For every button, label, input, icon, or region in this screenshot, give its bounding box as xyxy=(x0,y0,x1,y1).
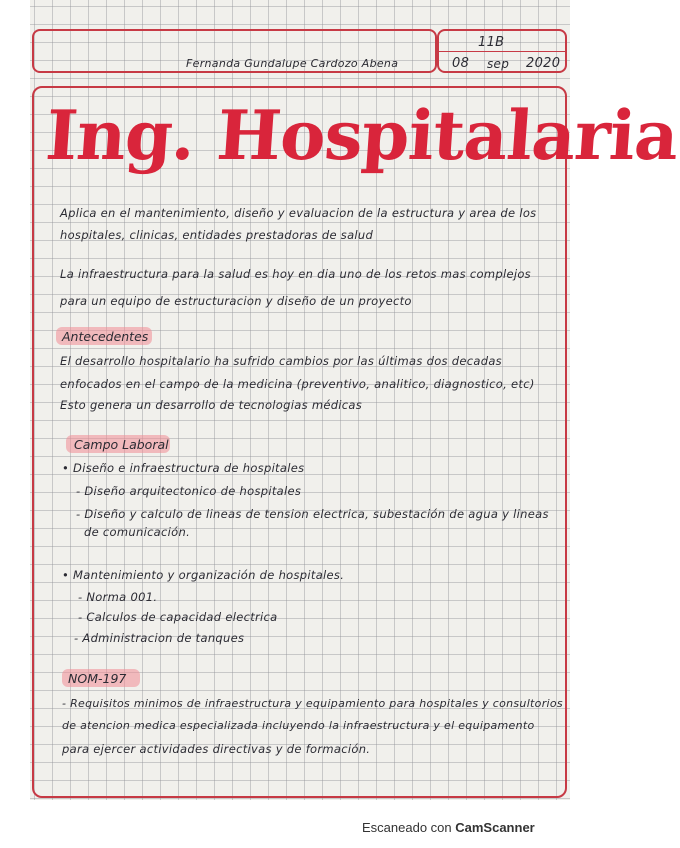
nom-line-3: para ejercer actividades directivas y de formación. xyxy=(62,742,371,756)
date-box-divider xyxy=(439,51,565,52)
antecedentes-line-3: Esto genera un desarrollo de tecnologias médicas xyxy=(60,398,363,412)
campo-line-4: de comunicación. xyxy=(84,525,191,539)
nom-heading: NOM-197 xyxy=(68,671,127,686)
intro-line-4: para un equipo de estructuracion y diseño de un proyecto xyxy=(60,294,412,308)
watermark-brand: CamScanner xyxy=(455,820,535,835)
campo-line-6: - Norma 001. xyxy=(78,590,158,604)
scanner-watermark xyxy=(362,820,535,835)
campo-line-8: - Administracion de tanques xyxy=(74,631,245,645)
nom-line-2: de atencion medica especializada incluyendo la infraestructura y el equipamento xyxy=(62,719,535,732)
intro-line-3: La infraestructura para la salud es hoy en dia uno de los retos mas complejos xyxy=(60,267,531,281)
nom-line-1: - Requisitos minimos de infraestructura y equipamiento para hospitales y consultorios xyxy=(62,697,563,710)
antecedentes-heading: Antecedentes xyxy=(62,329,149,344)
antecedentes-line-2: enfocados en el campo de la medicina (preventivo, analitico, diagnostico, etc) xyxy=(60,377,535,391)
page-title: Ing. Hospitalaria xyxy=(43,96,680,176)
campo-line-7: - Calculos de capacidad electrica xyxy=(78,610,278,624)
campo-line-3: - Diseño y calculo de lineas de tension electrica, subestación de agua y lineas xyxy=(76,507,549,521)
campo-line-2: - Diseño arquitectonico de hospitales xyxy=(76,484,302,498)
date-day: 08 xyxy=(452,56,470,71)
antecedentes-line-1: El desarrollo hospitalario ha sufrido cambios por las últimas dos decadas xyxy=(60,354,502,368)
campo-line-1: • Diseño e infraestructura de hospitales xyxy=(62,461,305,475)
intro-line-1: Aplica en el mantenimiento, diseño y evaluacion de la estructura y area de los xyxy=(60,206,537,220)
campo-line-5: • Mantenimiento y organización de hospitales. xyxy=(62,568,345,582)
date-month: sep xyxy=(487,57,510,71)
watermark-prefix: Escaneado con xyxy=(362,820,452,835)
date-year: 2020 xyxy=(526,56,561,71)
student-name: Fernanda Gundalupe Cardozo Abena xyxy=(186,57,399,70)
group-label: 11B xyxy=(478,35,505,50)
intro-line-2: hospitales, clinicas, entidades prestadoras de salud xyxy=(60,228,374,242)
campo-heading: Campo Laboral xyxy=(74,437,169,452)
